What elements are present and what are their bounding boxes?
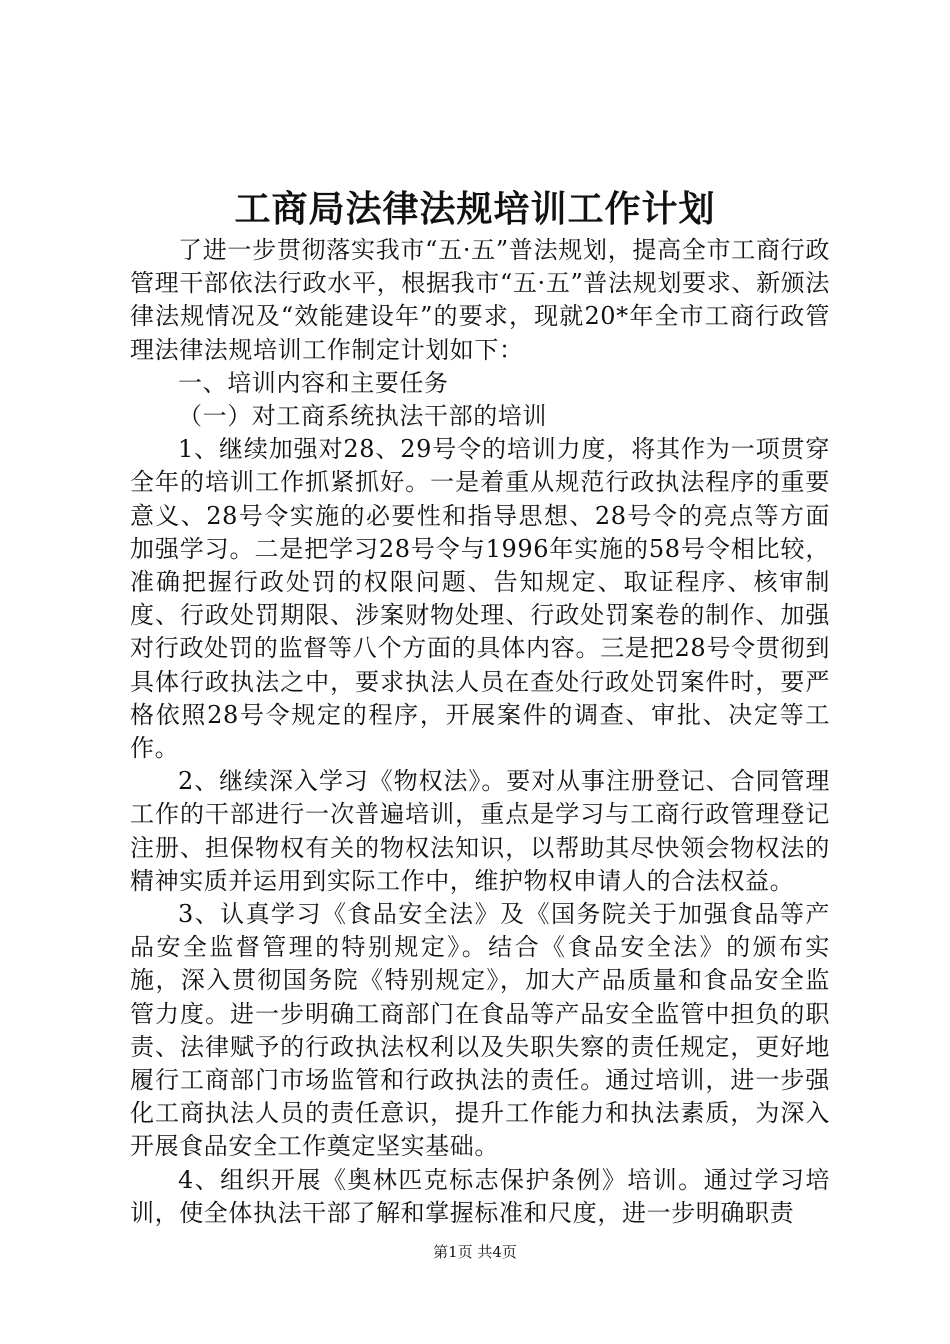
section-heading: 一、培训内容和主要任务 (178, 368, 449, 397)
item-1-paragraph: 1、继续加强对28、29号令的培训力度，将其作为一项贯穿全年的培训工作抓紧抓好。一是着重从规范行政执法程序的重要意义、28号令实施的必要性和指导思想、28号令的亮点等方面加强学习。二是把学习28号令与1996年实施的58号令相比较，准确把握行政处罚的权限问题、告知规定、取证程序、核审制度、行政处罚期限、涉案财物处理、行政处罚案卷的制作、加强对行政处罚的监督等八个方面的具体内容。三是把28号令贯彻到具体行政执法之中，要求执法人员在查处行政处罚案件时，要严格依照28号令规定的程序，开展案件的调查、审批、决定等工作。 (130, 435, 830, 763)
item-4-paragraph: 4、组织开展《奥林匹克标志保护条例》培训。通过学习培训，使全体执法干部了解和掌握标准和尺度，进一步明确职责 (130, 1165, 830, 1227)
item-2-paragraph: 2、继续深入学习《物权法》。要对从事注册登记、合同管理工作的干部进行一次普遍培训，重点是学习与工商行政管理登记注册、担保物权有关的物权法知识，以帮助其尽快领会物权法的精神实质并运用到实际工作中，维护物权申请人的合法权益。 (130, 767, 830, 895)
subsection-heading: （一）对工商系统执法干部的培训 (178, 402, 547, 431)
intro-paragraph: 了进一步贯彻落实我市“五·五”普法规划，提高全市工商行政管理干部依法行政水平，根据我市“五·五”普法规划要求、新颁法律法规情况及“效能建设年”的要求，现就20*年全市工商行政管理法律法规培训工作制定计划如下： (130, 236, 830, 364)
page-number-footer: 第1页 共4页 (433, 1243, 517, 1261)
document-title: 工商局法律法规培训工作计划 (234, 188, 716, 230)
document-body (130, 234, 830, 1230)
item-3-paragraph: 3、认真学习《食品安全法》及《国务院关于加强食品等产品安全监督管理的特别规定》。结合《食品安全法》的颁布实施，深入贯彻国务院《特别规定》，加大产品质量和食品安全监管力度。进一步明确工商部门在食品等产品安全监管中担负的职责、法律赋予的行政执法权利以及失职失察的责任规定，更好地履行工商部门市场监管和行政执法的责任。通过培训，进一步强化工商执法人员的责任意识，提升工作能力和执法素质，为深入开展食品安全工作奠定坚实基础。 (130, 900, 830, 1161)
